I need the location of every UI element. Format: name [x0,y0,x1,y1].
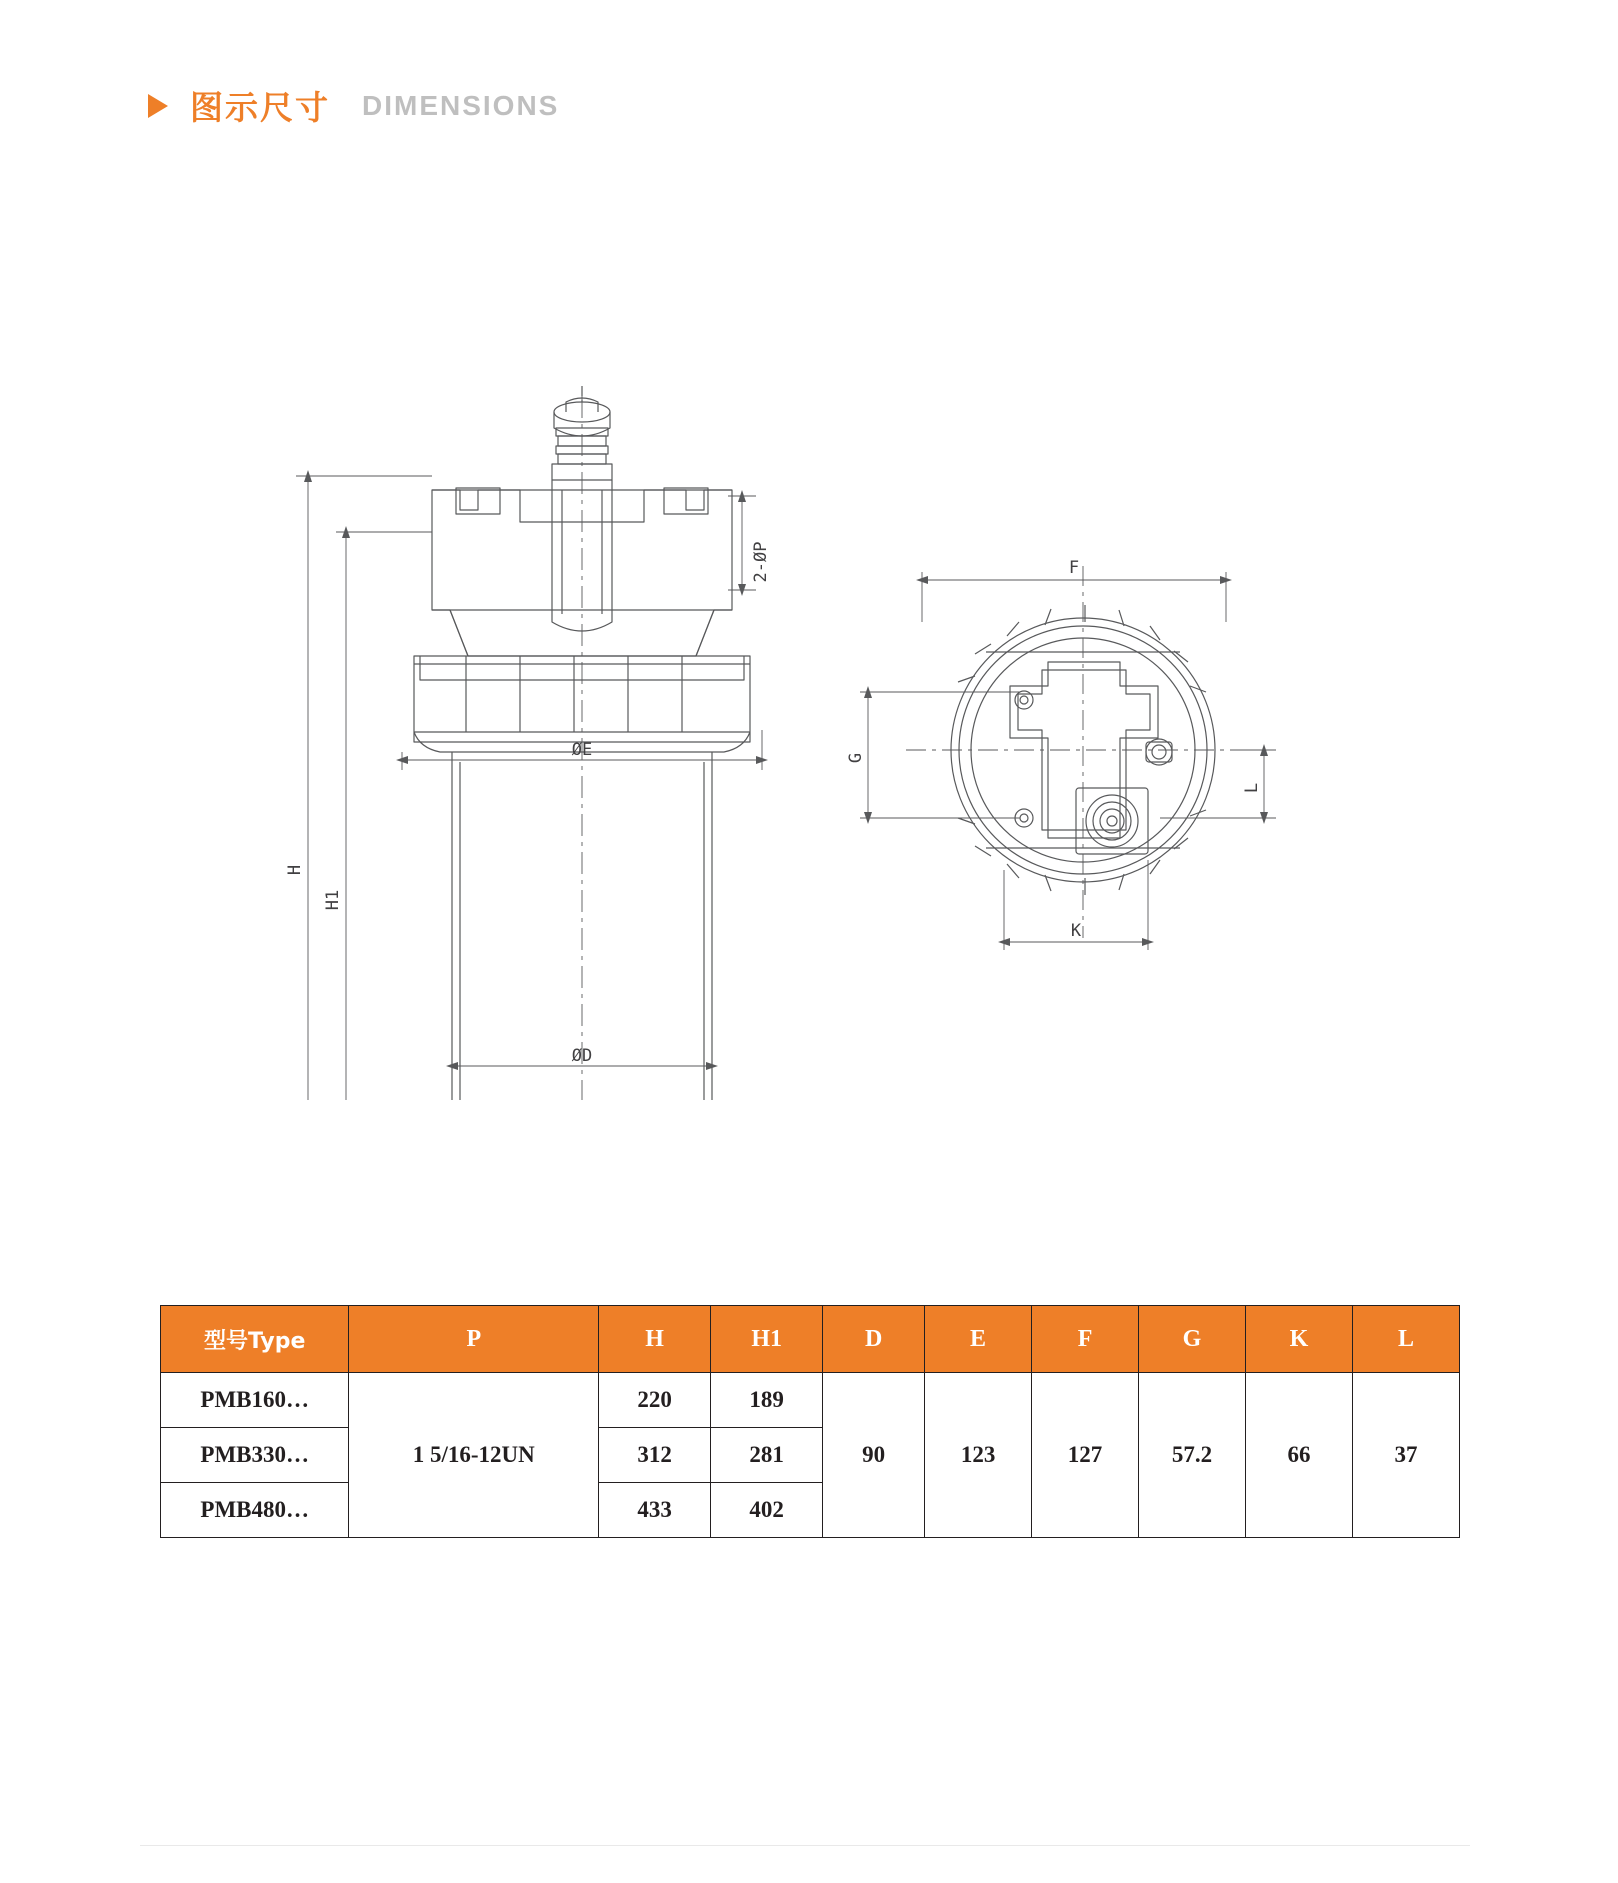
cell-d: 90 [823,1373,925,1538]
column-header-h1: H1 [711,1306,823,1373]
cell-type: PMB480… [161,1483,349,1538]
cell-l: 37 [1352,1373,1459,1538]
table-header-row [161,1306,1460,1373]
column-header-type: 型号Type [161,1306,349,1373]
label-h: H [285,864,305,876]
label-phi-e: ØE [571,740,593,760]
dimensions-table-wrapper [160,1305,1460,1538]
cell-k: 66 [1245,1373,1352,1538]
cell-f: 127 [1032,1373,1139,1538]
cell-p: 1 5/16-12UN [349,1373,599,1538]
column-header-k: K [1245,1306,1352,1373]
cell-g: 57.2 [1139,1373,1246,1538]
top-view-geometry [906,566,1262,938]
page-footer-divider [140,1845,1470,1846]
cell-h1: 402 [711,1483,823,1538]
front-view-dimensions [296,470,768,1100]
column-header-f: F [1032,1306,1139,1373]
cell-h: 220 [599,1373,711,1428]
cell-type: PMB330… [161,1428,349,1483]
column-header-e: E [925,1306,1032,1373]
top-view-dimensions [860,572,1276,950]
cell-h1: 281 [711,1428,823,1483]
technical-drawing [0,170,1618,1100]
column-header-d: D [823,1306,925,1373]
label-l: L [1242,782,1262,794]
section-header [148,82,559,129]
label-phi-d: ØD [571,1046,593,1066]
column-header-p: P [349,1306,599,1373]
label-k: K [1070,921,1082,941]
dimensions-table [160,1305,1460,1538]
cell-h: 312 [599,1428,711,1483]
table-row [161,1373,1460,1428]
column-header-g: G [1139,1306,1246,1373]
label-f: F [1068,558,1080,578]
cell-h1: 189 [711,1373,823,1428]
page-title-en: DIMENSIONS [362,89,560,121]
cell-type: PMB160… [161,1373,349,1428]
label-2-phi-p: 2-ØP [751,541,771,583]
cell-h: 433 [599,1483,711,1538]
triangle-right-icon [148,94,168,118]
cell-e: 123 [925,1373,1032,1538]
label-h1: H1 [323,889,343,911]
column-header-l: L [1352,1306,1459,1373]
label-g: G [846,752,866,764]
column-header-h: H [599,1306,711,1373]
page-title-cn: 图示尺寸 [190,88,330,127]
